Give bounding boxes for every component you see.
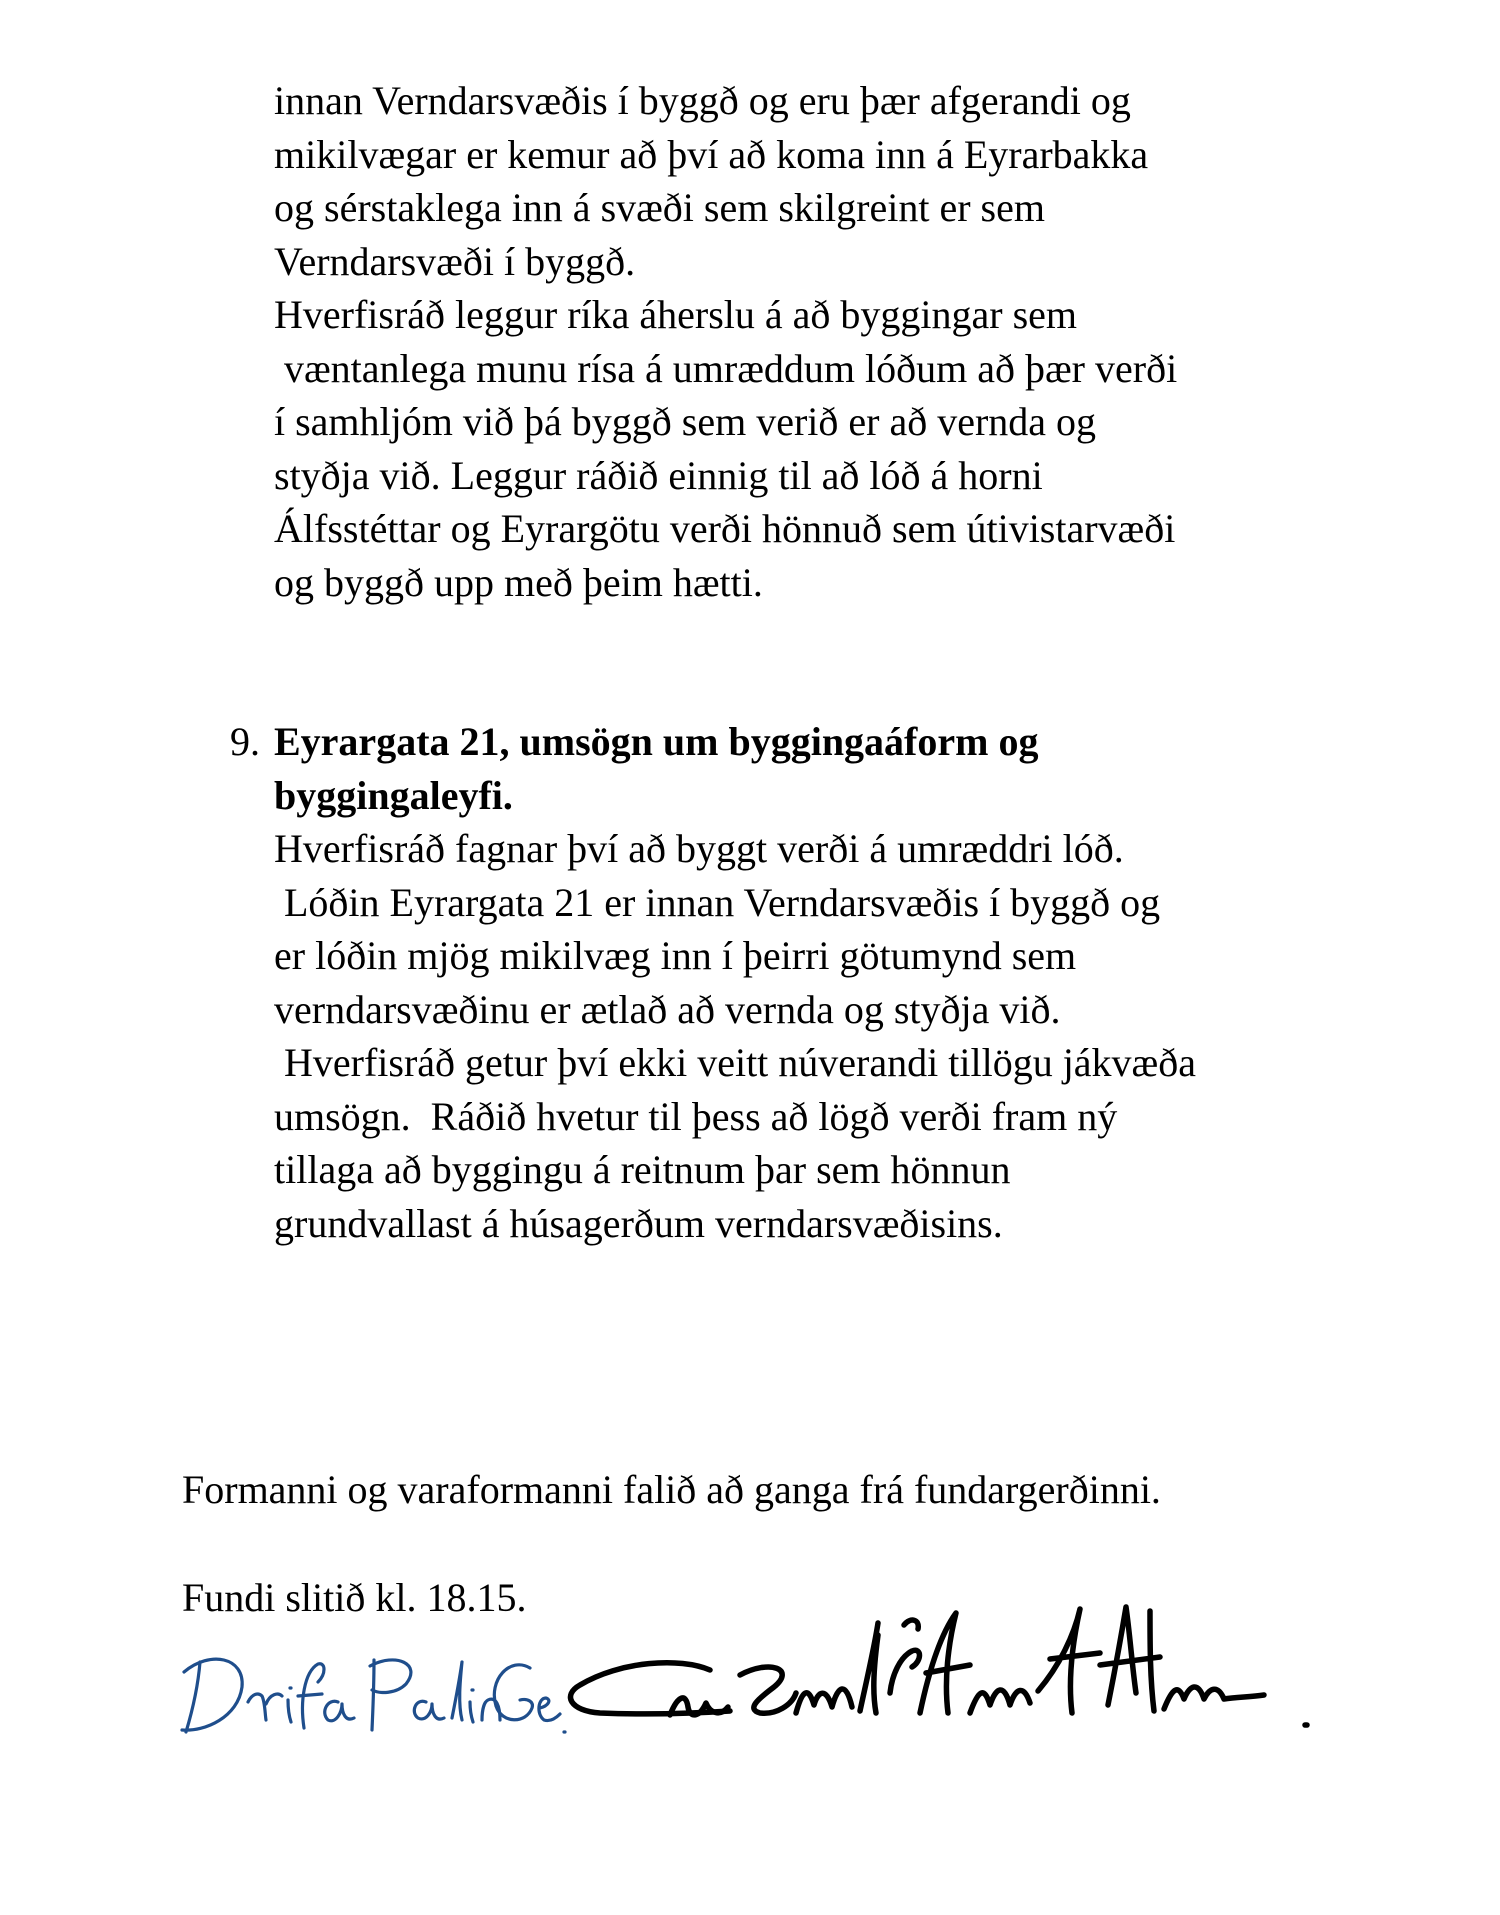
signature-stroke xyxy=(325,1701,354,1720)
signature-stroke xyxy=(1164,1687,1264,1709)
signature-stroke xyxy=(248,1694,282,1720)
signature-stroke xyxy=(414,1701,444,1719)
text-line: verndarsvæðinu er ætlað að vernda og styðja við. xyxy=(274,986,1061,1032)
text-line: og byggð upp með þeim hætti. xyxy=(274,559,763,605)
signature-stroke xyxy=(970,1690,1030,1713)
signature-stroke xyxy=(1038,1609,1100,1713)
item-8-continuation xyxy=(274,74,1177,609)
text-line: Hverfisráð leggur ríka áherslu á að byggingar sem xyxy=(274,292,1078,337)
signature-stroke xyxy=(860,1623,878,1713)
signature-stroke xyxy=(920,1613,970,1713)
text-line: styðja við. Leggur ráðið einnig til að lóð á horni xyxy=(274,452,1043,498)
meeting-end-time: Fundi slitið kl. 18.15. xyxy=(182,1575,527,1620)
text-line: tillaga að byggingu á reitnum þar sem hönnun xyxy=(274,1147,1011,1192)
text-line: Hverfisráð getur því ekki veitt núverandi tillögu jákvæða xyxy=(274,1040,1196,1085)
signature-1 xyxy=(170,1632,570,1752)
closing-statement: Formanni og varaformanni falið að ganga frá fundargerðinni. xyxy=(182,1467,1161,1512)
item-number: 9. xyxy=(230,719,260,764)
signature-stroke xyxy=(796,1689,852,1713)
signature-stroke xyxy=(182,1659,242,1732)
text-line: er lóðin mjög mikilvæg inn í þeirri götumynd sem xyxy=(274,933,1077,978)
text-line: Verndarsvæði í byggð. xyxy=(274,238,636,284)
text-line: umsögn. Ráðið hvetur til þess að lögð verði fram ný xyxy=(274,1093,1118,1139)
signature-stroke xyxy=(298,1664,324,1728)
text-line: innan Verndarsvæðis í byggð og eru þær afgerandi og xyxy=(274,78,1131,123)
signature-stroke xyxy=(470,1690,473,1722)
text-line: Hverfisráð fagnar því að byggt verði á umræddri lóð. xyxy=(274,826,1124,871)
signature-stroke xyxy=(740,1667,796,1713)
text-line: í samhljóm við þá byggð sem verið er að vernda og xyxy=(274,399,1097,444)
signature-2 xyxy=(560,1595,1320,1755)
text-line: Lóðin Eyrargata 21 er innan Verndarsvæðis í byggð og xyxy=(274,879,1161,925)
text-line: væntanlega munu rísa á umræddum lóðum að þær verði xyxy=(274,345,1178,391)
agenda-item-9 xyxy=(230,715,1196,1250)
text-line: grundvallast á húsagerðum verndarsvæðisins. xyxy=(274,1200,1003,1246)
signature-stroke xyxy=(539,1698,560,1721)
signature-stroke xyxy=(370,1660,411,1730)
item-title: byggingaleyfi. xyxy=(274,772,513,818)
signature-stroke xyxy=(288,1688,291,1722)
signature-stroke xyxy=(1100,1607,1160,1711)
signature-stroke xyxy=(494,1665,532,1720)
signature-stroke xyxy=(452,1662,462,1720)
signature-stroke xyxy=(890,1620,920,1693)
item-title: Eyrargata 21, umsögn um byggingaáform og xyxy=(274,719,1039,764)
text-line: Álfsstéttar og Eyrargötu verði hönnuð sem útivistarvæði xyxy=(274,506,1176,551)
text-line: mikilvægar er kemur að því að koma inn á Eyrarbakka xyxy=(274,131,1149,177)
text-line: og sérstaklega inn á svæði sem skilgreint er sem xyxy=(274,185,1045,230)
